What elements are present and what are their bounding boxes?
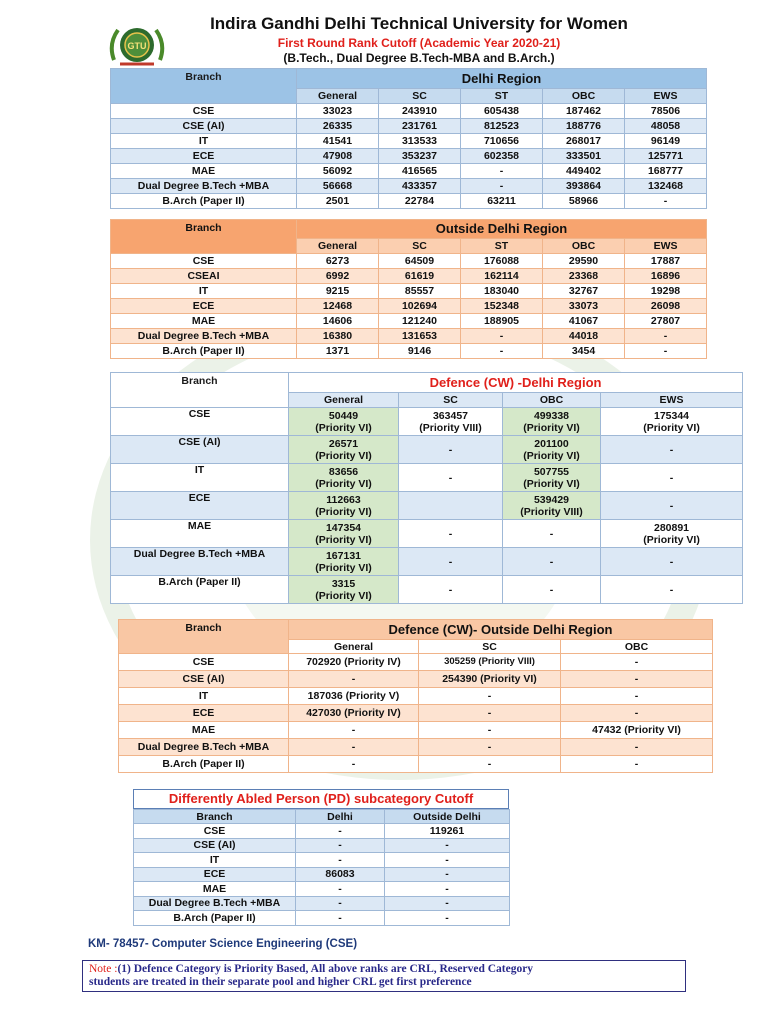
column-header: Outside Delhi [385, 810, 510, 824]
table-row [134, 896, 510, 911]
value-cell: 12468 [297, 299, 379, 314]
column-header: SC [399, 393, 503, 408]
table-row [111, 492, 743, 520]
column-header: EWS [625, 239, 707, 254]
value-cell: - [385, 838, 510, 853]
value-cell: 58966 [543, 194, 625, 209]
branch-cell: CSE (AI) [134, 838, 296, 853]
value-cell: 14606 [297, 314, 379, 329]
value-cell: - [419, 688, 561, 705]
value-cell: 41067 [543, 314, 625, 329]
priority-label: (Priority VI) [315, 533, 372, 546]
value-cell: 9215 [297, 284, 379, 299]
branch-cell [111, 464, 289, 492]
branch-cell: CSE (AI) [111, 119, 297, 134]
table-row [111, 269, 707, 284]
value-cell: 78506 [625, 104, 707, 119]
value-cell: - [561, 705, 713, 722]
rank-value: 175344 [653, 409, 690, 422]
value-cell: - [625, 329, 707, 344]
value-cell: 64509 [379, 254, 461, 269]
rank-value: - [549, 583, 554, 596]
branch-cell: MAE [111, 314, 297, 329]
value-cell [503, 464, 601, 492]
value-cell: 26098 [625, 299, 707, 314]
column-header: Delhi [296, 810, 385, 824]
value-cell: 433357 [379, 179, 461, 194]
note-line-2: students are treated in their separate pool and higher CRL get first preference [89, 976, 472, 988]
value-cell: 16380 [297, 329, 379, 344]
column-header: ST [461, 89, 543, 104]
table-row [111, 520, 743, 548]
table-row [111, 314, 707, 329]
priority-label: (Priority VI) [523, 477, 580, 490]
value-cell: - [461, 164, 543, 179]
value-cell: 702920 (Priority IV) [289, 654, 419, 671]
value-cell: 353237 [379, 149, 461, 164]
priority-label: (Priority VI) [315, 589, 372, 602]
value-cell: - [461, 179, 543, 194]
priority-label: (Priority VI) [643, 533, 700, 546]
value-cell: 29590 [543, 254, 625, 269]
value-cell: - [561, 654, 713, 671]
rank-value: - [669, 555, 674, 568]
value-cell: 176088 [461, 254, 543, 269]
table-row [119, 688, 713, 705]
rank-value: - [448, 583, 453, 596]
page-subtitle: First Round Rank Cutoff (Academic Year 2020-21) [277, 36, 561, 50]
branch-cell: CSE [111, 104, 297, 119]
rank-value: - [669, 499, 674, 512]
rank-value: 83656 [328, 465, 359, 478]
column-header: EWS [601, 393, 743, 408]
branch-cell: IT [111, 284, 297, 299]
value-cell [503, 576, 601, 604]
value-cell [399, 492, 503, 520]
value-cell: - [561, 739, 713, 756]
value-cell: - [385, 882, 510, 897]
branch-cell [111, 408, 289, 436]
value-cell: 61619 [379, 269, 461, 284]
rank-value: - [669, 443, 674, 456]
rank-value: - [669, 583, 674, 596]
value-cell: 231761 [379, 119, 461, 134]
rank-value: 26571 [328, 437, 359, 450]
branch-header: Branch [111, 69, 297, 104]
note-box [82, 960, 686, 992]
branch-header: Branch [119, 620, 289, 654]
priority-label: (Priority VI) [315, 449, 372, 462]
value-cell: 47908 [297, 149, 379, 164]
value-cell: - [461, 329, 543, 344]
priority-label: (Priority VI) [523, 421, 580, 434]
branch-cell: CSE (AI) [119, 671, 289, 688]
value-cell: 268017 [543, 134, 625, 149]
value-cell: 125771 [625, 149, 707, 164]
value-cell: - [296, 882, 385, 897]
value-cell: 131653 [379, 329, 461, 344]
branch-cell: ECE [111, 149, 297, 164]
value-cell: 32767 [543, 284, 625, 299]
value-cell: 44018 [543, 329, 625, 344]
value-cell: 6992 [297, 269, 379, 284]
value-cell: - [461, 344, 543, 359]
value-cell [601, 408, 743, 436]
pd-table-title: Differently Abled Person (PD) subcategory Cutoff [133, 789, 509, 809]
value-cell: 102694 [379, 299, 461, 314]
value-cell: 33073 [543, 299, 625, 314]
value-cell: 305259 (Priority VIII) [419, 654, 561, 671]
value-cell: 27807 [625, 314, 707, 329]
rank-value: 280891 [653, 521, 690, 534]
value-cell: 254390 (Priority VI) [419, 671, 561, 688]
value-cell: 63211 [461, 194, 543, 209]
value-cell [601, 520, 743, 548]
table-row [119, 671, 713, 688]
branch-cell: CSE [119, 654, 289, 671]
value-cell: - [385, 853, 510, 868]
value-cell: 96149 [625, 134, 707, 149]
value-cell: - [296, 838, 385, 853]
value-cell: 812523 [461, 119, 543, 134]
branch-cell: ECE [119, 705, 289, 722]
defence-delhi-table [110, 372, 743, 604]
branch-cell: Dual Degree B.Tech +MBA [111, 329, 297, 344]
value-cell: 710656 [461, 134, 543, 149]
column-header: General [289, 393, 399, 408]
priority-label: (Priority VI) [315, 421, 372, 434]
value-cell [289, 548, 399, 576]
column-header: SC [379, 89, 461, 104]
region-title: Delhi Region [297, 69, 707, 89]
region-title: Defence (CW) -Delhi Region [289, 373, 743, 393]
rank-value: - [448, 555, 453, 568]
value-cell: 449402 [543, 164, 625, 179]
value-cell: 427030 (Priority IV) [289, 705, 419, 722]
table-row [134, 867, 510, 882]
branch-header: Branch [111, 220, 297, 254]
value-cell: 47432 (Priority VI) [561, 722, 713, 739]
outside-delhi-region-table [110, 219, 707, 359]
branch-cell: CSE [111, 254, 297, 269]
rank-value: 507755 [533, 465, 570, 478]
branch-name: IT [194, 464, 205, 476]
table-row [134, 853, 510, 868]
value-cell [503, 548, 601, 576]
column-header: General [289, 640, 419, 654]
value-cell [289, 408, 399, 436]
value-cell: - [561, 671, 713, 688]
value-cell: 1371 [297, 344, 379, 359]
table-row [119, 756, 713, 773]
column-header: SC [379, 239, 461, 254]
value-cell: - [289, 739, 419, 756]
page-title: Indira Gandhi Delhi Technical University for Women [210, 14, 628, 33]
value-cell: 26335 [297, 119, 379, 134]
value-cell: - [625, 194, 707, 209]
branch-cell: MAE [119, 722, 289, 739]
value-cell: - [419, 705, 561, 722]
value-cell [289, 464, 399, 492]
rank-value: - [549, 527, 554, 540]
pd-cutoff-table [133, 809, 510, 926]
table-row [111, 179, 707, 194]
value-cell: - [296, 911, 385, 926]
value-cell: 393864 [543, 179, 625, 194]
priority-label: (Priority VI) [643, 421, 700, 434]
table-row [111, 436, 743, 464]
column-header: ST [461, 239, 543, 254]
value-cell [601, 576, 743, 604]
rank-value: 112663 [326, 493, 361, 506]
table-row [134, 882, 510, 897]
value-cell: 9146 [379, 344, 461, 359]
value-cell: 188776 [543, 119, 625, 134]
value-cell: 19298 [625, 284, 707, 299]
rank-value: - [549, 555, 554, 568]
value-cell: 56668 [297, 179, 379, 194]
table-row [119, 654, 713, 671]
value-cell [399, 436, 503, 464]
value-cell: 152348 [461, 299, 543, 314]
rank-value: 50449 [328, 409, 359, 422]
table-row [111, 329, 707, 344]
value-cell: 187036 (Priority V) [289, 688, 419, 705]
branch-cell: B.Arch (Paper II) [111, 194, 297, 209]
rank-value: - [448, 443, 453, 456]
value-cell [503, 436, 601, 464]
value-cell: 333501 [543, 149, 625, 164]
branch-name: ECE [188, 492, 211, 504]
value-cell [399, 464, 503, 492]
branch-cell: ECE [134, 867, 296, 882]
table-row [119, 739, 713, 756]
table-row [119, 705, 713, 722]
branch-cell: Dual Degree B.Tech +MBA [111, 179, 297, 194]
value-cell: 85557 [379, 284, 461, 299]
rank-value: 539429 [533, 493, 570, 506]
value-cell: - [289, 671, 419, 688]
table-row [111, 548, 743, 576]
value-cell: 313533 [379, 134, 461, 149]
rank-value: 167131 [325, 549, 362, 562]
value-cell: 162114 [461, 269, 543, 284]
programs-line: (B.Tech., Dual Degree B.Tech-MBA and B.Arch.) [283, 51, 555, 65]
branch-cell: IT [111, 134, 297, 149]
value-cell [503, 408, 601, 436]
table-row [111, 344, 707, 359]
value-cell: - [419, 756, 561, 773]
value-cell: 183040 [461, 284, 543, 299]
priority-label: (Priority VIII) [520, 505, 583, 518]
column-header: OBC [503, 393, 601, 408]
km-line: KM- 78457- Computer Science Engineering (CSE) [88, 938, 358, 950]
value-cell: - [289, 722, 419, 739]
delhi-region-table [110, 68, 707, 209]
value-cell: 3454 [543, 344, 625, 359]
value-cell [601, 548, 743, 576]
rank-value: 363457 [432, 409, 469, 422]
value-cell: 6273 [297, 254, 379, 269]
branch-cell: ECE [111, 299, 297, 314]
value-cell: - [385, 896, 510, 911]
value-cell: 602358 [461, 149, 543, 164]
value-cell [601, 464, 743, 492]
branch-cell: IT [134, 853, 296, 868]
table-row [111, 119, 707, 134]
value-cell: 41541 [297, 134, 379, 149]
value-cell [399, 408, 503, 436]
value-cell: 17887 [625, 254, 707, 269]
value-cell [289, 576, 399, 604]
value-cell [601, 436, 743, 464]
value-cell: 168777 [625, 164, 707, 179]
value-cell [601, 492, 743, 520]
value-cell [503, 520, 601, 548]
value-cell: - [289, 756, 419, 773]
column-header: SC [419, 640, 561, 654]
table-row [111, 164, 707, 179]
rank-value: 3315 [331, 577, 356, 590]
value-cell: 22784 [379, 194, 461, 209]
table-row [119, 722, 713, 739]
rank-value: 201100 [534, 437, 569, 450]
value-cell: 188905 [461, 314, 543, 329]
table-row [134, 838, 510, 853]
priority-label: (Priority VIII) [419, 421, 482, 434]
region-title: Defence (CW)- Outside Delhi Region [289, 620, 713, 640]
table-row [111, 464, 743, 492]
column-header: EWS [625, 89, 707, 104]
value-cell: - [296, 853, 385, 868]
branch-cell: Dual Degree B.Tech +MBA [119, 739, 289, 756]
column-header: OBC [543, 89, 625, 104]
value-cell: - [296, 824, 385, 839]
table-row [134, 824, 510, 839]
value-cell: 416565 [379, 164, 461, 179]
branch-name: MAE [187, 520, 212, 532]
branch-name: B.Arch (Paper II) [158, 576, 241, 588]
branch-cell: B.Arch (Paper II) [119, 756, 289, 773]
table-row [111, 299, 707, 314]
priority-label: (Priority VI) [315, 561, 372, 574]
branch-cell: MAE [111, 164, 297, 179]
value-cell [399, 548, 503, 576]
value-cell: 119261 [385, 824, 510, 839]
region-title: Outside Delhi Region [297, 220, 707, 239]
value-cell [399, 520, 503, 548]
defence-outside-delhi-table [118, 619, 713, 773]
value-cell [503, 492, 601, 520]
value-cell: 48058 [625, 119, 707, 134]
column-header: General [297, 239, 379, 254]
value-cell [289, 492, 399, 520]
column-header: OBC [543, 239, 625, 254]
value-cell: 121240 [379, 314, 461, 329]
table-row [111, 149, 707, 164]
branch-cell: CSEAI [111, 269, 297, 284]
value-cell: - [625, 344, 707, 359]
branch-cell: B.Arch (Paper II) [111, 344, 297, 359]
rank-value: 147354 [325, 521, 362, 534]
column-header: Branch [134, 810, 296, 824]
column-header: General [297, 89, 379, 104]
value-cell: - [419, 722, 561, 739]
value-cell: 187462 [543, 104, 625, 119]
table-row [111, 104, 707, 119]
value-cell: 132468 [625, 179, 707, 194]
table-row [111, 254, 707, 269]
value-cell: 605438 [461, 104, 543, 119]
note-line-1: (1) Defence Category is Priority Based, All above ranks are CRL, Reserved Category [117, 963, 534, 975]
branch-name: Dual Degree B.Tech +MBA [133, 548, 266, 560]
note-prefix: Note : [89, 963, 118, 975]
value-cell: 16896 [625, 269, 707, 284]
value-cell: - [296, 896, 385, 911]
value-cell: 23368 [543, 269, 625, 284]
branch-cell: MAE [134, 882, 296, 897]
value-cell: 33023 [297, 104, 379, 119]
branch-cell: Dual Degree B.Tech +MBA [134, 896, 296, 911]
table-row [111, 408, 743, 436]
value-cell: 243910 [379, 104, 461, 119]
branch-cell [111, 548, 289, 576]
branch-cell [111, 492, 289, 520]
value-cell [399, 576, 503, 604]
value-cell [289, 436, 399, 464]
table-row [111, 194, 707, 209]
rank-value: 499338 [533, 409, 570, 422]
table-row [111, 284, 707, 299]
value-cell: 56092 [297, 164, 379, 179]
value-cell: 2501 [297, 194, 379, 209]
value-cell: - [385, 911, 510, 926]
rank-value: - [669, 471, 674, 484]
rank-value: - [448, 527, 453, 540]
branch-header: Branch [111, 373, 289, 408]
priority-label: (Priority VI) [315, 505, 372, 518]
priority-label: (Priority VI) [523, 449, 580, 462]
table-row [134, 911, 510, 926]
table-row [111, 576, 743, 604]
rank-value: - [448, 471, 453, 484]
branch-cell: B.Arch (Paper II) [134, 911, 296, 926]
table-row [111, 134, 707, 149]
branch-cell [111, 436, 289, 464]
branch-name: CSE (AI) [178, 436, 221, 448]
branch-name: CSE [188, 408, 211, 420]
branch-cell: IT [119, 688, 289, 705]
value-cell: - [385, 867, 510, 882]
value-cell: - [561, 756, 713, 773]
value-cell: 86083 [296, 867, 385, 882]
value-cell: - [561, 688, 713, 705]
branch-cell: CSE [134, 824, 296, 839]
value-cell [289, 520, 399, 548]
column-header: OBC [561, 640, 713, 654]
value-cell: - [419, 739, 561, 756]
branch-cell [111, 576, 289, 604]
priority-label: (Priority VI) [315, 477, 372, 490]
branch-cell [111, 520, 289, 548]
svg-text:GTU: GTU [127, 41, 147, 51]
